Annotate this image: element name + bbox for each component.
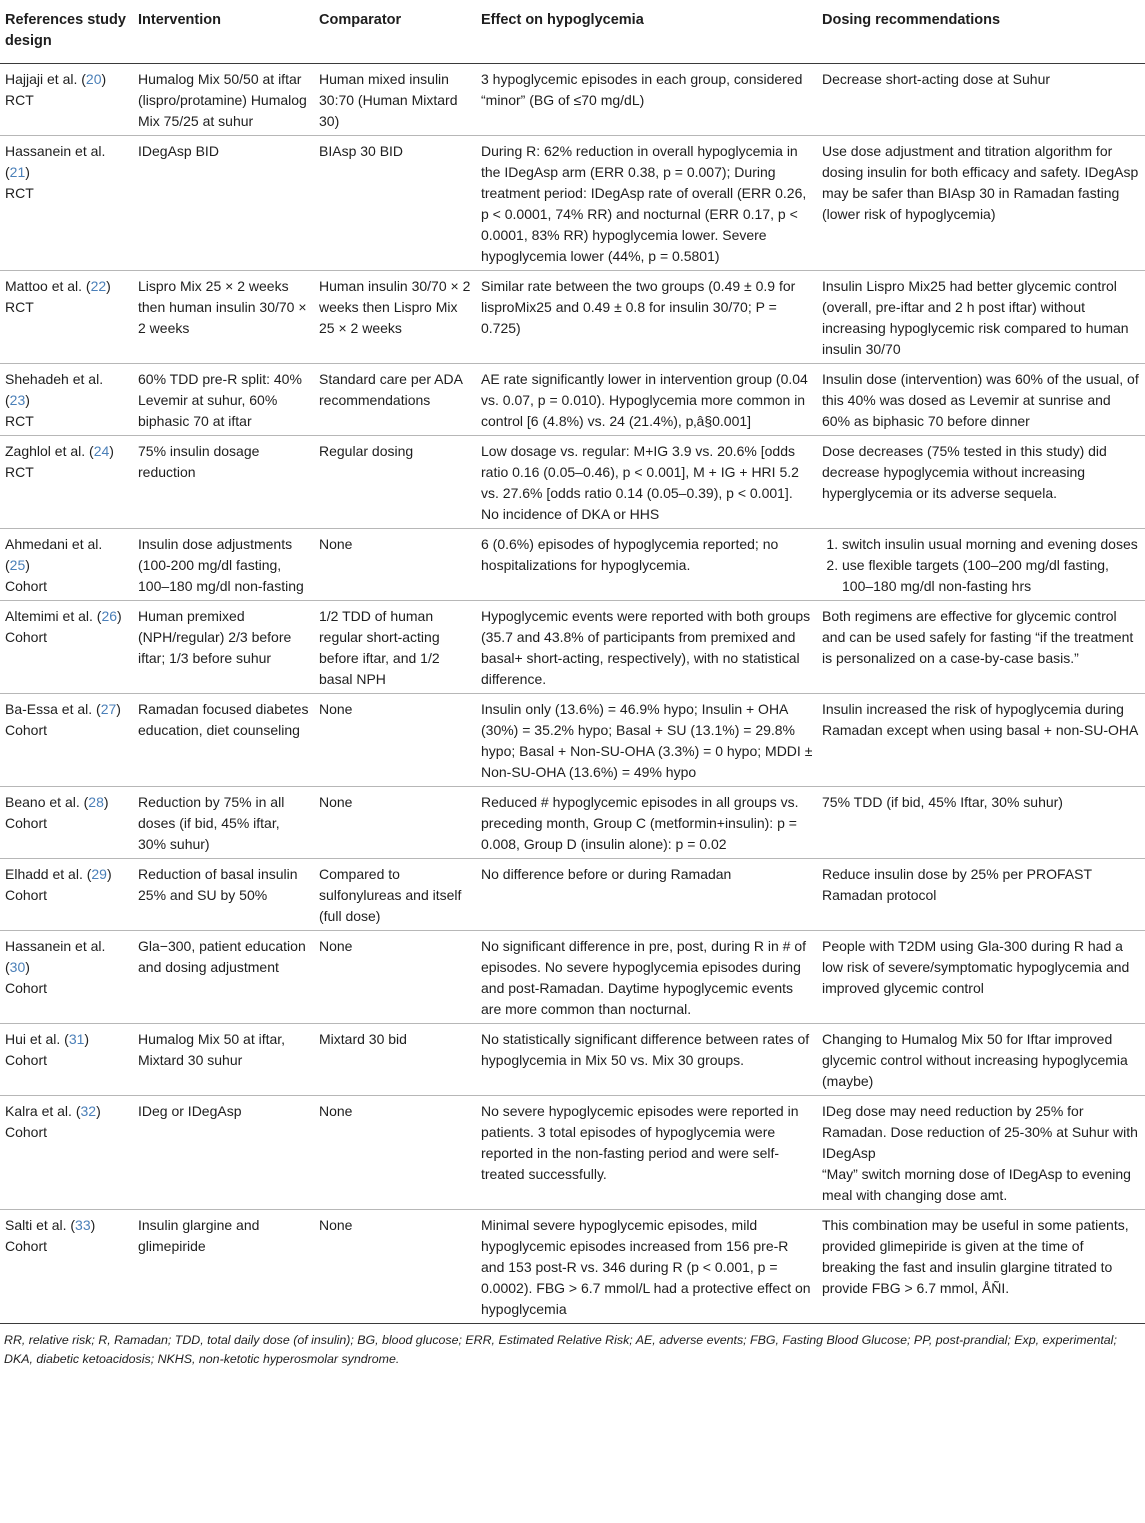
cell-reference: [0, 64, 133, 136]
cell-recommendation: [817, 64, 1145, 136]
author-text: Mattoo et al. (: [5, 278, 91, 294]
header-dosing: Dosing recommendations: [817, 0, 1145, 64]
citation-link[interactable]: 25: [9, 557, 26, 573]
cell-intervention: 75% insulin dosage reduction: [133, 436, 314, 529]
author-text: Hassanein et al. (: [5, 938, 106, 975]
cell-comparator: Human mixed insulin 30:70 (Human Mixtard 30): [314, 64, 476, 136]
cell-intervention: Human premixed (NPH/regular) 2/3 before iftar; 1/3 before suhur: [133, 601, 314, 694]
cell-effect: Similar rate between the two groups (0.49 ± 0.9 for lisproMix25 and 0.49 ± 0.8 for insulin 30/70; P = 0.725): [476, 271, 817, 364]
cell-intervention: 60% TDD pre-R split: 40% Levemir at suhur, 60% biphasic 70 at iftar: [133, 364, 314, 436]
header-effect: Effect on hypoglycemia: [476, 0, 817, 64]
reference-author: [5, 143, 105, 180]
study-design: RCT: [5, 464, 34, 480]
author-text: Beano et al. (: [5, 794, 89, 810]
author-text-end: ): [90, 1217, 96, 1233]
cell-intervention: IDegAsp BID: [133, 136, 314, 271]
reference-author: [5, 1217, 95, 1233]
citation-link[interactable]: 31: [68, 1031, 85, 1047]
cell-effect: No difference before or during Ramadan: [476, 859, 817, 931]
cell-recommendation: [817, 529, 1145, 601]
author-text: Altemimi et al. (: [5, 608, 102, 624]
cell-recommendation: [817, 271, 1145, 364]
table-row: [0, 859, 1145, 931]
recommendation-text: Insulin Lispro Mix25 had better glycemic control (overall, pre-iftar and 2 h post iftar) without increasing hypoglycemic risk compared to human insulin 30/70: [822, 278, 1129, 357]
citation-link[interactable]: 27: [100, 701, 117, 717]
reference-author: [5, 1103, 101, 1119]
recommendation-text: Use dose adjustment and titration algorithm for dosing insulin for both efficacy and safety. IDegAsp may be safer than BIAsp 30 in Ramadan fasting (lower risk of hypoglycemia): [822, 143, 1139, 222]
cell-intervention: Reduction by 75% in all doses (if bid, 45% iftar, 30% suhur): [133, 787, 314, 859]
study-design: Cohort: [5, 722, 48, 738]
recommendation-text: Reduce insulin dose by 25% per PROFAST Ramadan protocol: [822, 866, 1092, 903]
reference-author: [5, 938, 105, 975]
cell-comparator: Standard care per ADA recommendations: [314, 364, 476, 436]
cell-effect: Insulin only (13.6%) = 46.9% hypo; Insulin + OHA (30%) = 35.2% hypo; Basal + SU (13.1%) = 29.8% hypo; Basal + Non-SU-OHA (3.3%) = 0 hypo; MDDI ± Non-SU-OHA (13.6%) = 49% hypo: [476, 694, 817, 787]
citation-link[interactable]: 22: [90, 278, 107, 294]
author-text-end: ): [25, 164, 30, 180]
study-design: RCT: [5, 299, 34, 315]
recommendation-text: IDeg dose may need reduction by 25% for Ramadan. Dose reduction of 25-30% at Suhur with IDegAsp: [822, 1103, 1138, 1161]
header-row: [0, 0, 1145, 64]
study-design: Cohort: [5, 1052, 48, 1068]
citation-link[interactable]: 32: [80, 1103, 97, 1119]
cell-intervention: IDeg or IDegAsp: [133, 1096, 314, 1210]
cell-recommendation: [817, 787, 1145, 859]
author-text: Shehadeh et al. (: [5, 371, 104, 408]
citation-link[interactable]: 29: [91, 866, 107, 882]
author-text: Hassanein et al. (: [5, 143, 106, 180]
cell-intervention: Insulin dose adjustments (100-200 mg/dl fasting, 100–180 mg/dl non-fasting: [133, 529, 314, 601]
study-design: RCT: [5, 185, 34, 201]
author-text: Zaghlol et al. (: [5, 443, 94, 459]
reference-author: [5, 278, 111, 294]
table-row: [0, 694, 1145, 787]
cell-comparator: None: [314, 1210, 476, 1324]
recommendation-text: Insulin dose (intervention) was 60% of the usual, of this 40% was dosed as Levemir at sunrise and 60% as biphasic 70 before dinner: [822, 371, 1139, 429]
recommendation-text: Decrease short-acting dose at Suhur: [822, 71, 1051, 87]
citation-link[interactable]: 24: [93, 443, 110, 459]
cell-reference: [0, 787, 133, 859]
cell-effect: 6 (0.6%) episodes of hypoglycemia reported; no hospitalizations for hypoglycemia.: [476, 529, 817, 601]
table-row: [0, 436, 1145, 529]
recommendation-text-2: “May” switch morning dose of IDegAsp to evening meal with changing dose amt.: [822, 1166, 1131, 1203]
author-text-end: ): [103, 794, 109, 810]
cell-recommendation: [817, 931, 1145, 1024]
author-text: Hui et al. (: [5, 1031, 69, 1047]
author-text: Ba-Essa et al. (: [5, 701, 101, 717]
cell-intervention: Insulin glargine and glimepiride: [133, 1210, 314, 1324]
cell-reference: [0, 436, 133, 529]
study-design: Cohort: [5, 815, 48, 831]
author-text-end: ): [106, 278, 111, 294]
cell-comparator: None: [314, 787, 476, 859]
table-row: [0, 1096, 1145, 1210]
recommendation-text: 75% TDD (if bid, 45% Iftar, 30% suhur): [822, 794, 1063, 810]
study-design: RCT: [5, 413, 34, 429]
table-row: [0, 64, 1145, 136]
cell-reference: [0, 136, 133, 271]
author-text-end: ): [101, 71, 107, 87]
citation-link[interactable]: 23: [9, 392, 26, 408]
cell-comparator: BIAsp 30 BID: [314, 136, 476, 271]
recommendation-text: Changing to Humalog Mix 50 for Iftar improved glycemic control without increasing hypoglycemia (maybe): [822, 1031, 1128, 1089]
citation-link[interactable]: 30: [9, 959, 26, 975]
study-design: Cohort: [5, 1124, 48, 1140]
cell-reference: [0, 1024, 133, 1096]
recommendation-item: 1. switch insulin usual morning and evening doses: [842, 534, 1141, 555]
cell-recommendation: [817, 1096, 1145, 1210]
author-text-end: ): [109, 443, 114, 459]
cell-reference: [0, 1096, 133, 1210]
study-design: Cohort: [5, 578, 48, 594]
cell-intervention: Humalog Mix 50 at iftar, Mixtard 30 suhur: [133, 1024, 314, 1096]
author-text-end: ): [106, 866, 112, 882]
cell-recommendation: [817, 436, 1145, 529]
cell-effect: No severe hypoglycemic episodes were reported in patients. 3 total episodes of hypoglycemia were reported in the non-fasting period and were self-treated successfully.: [476, 1096, 817, 1210]
cell-reference: [0, 931, 133, 1024]
reference-author: [5, 443, 114, 459]
cell-effect: No statistically significant difference between rates of hypoglycemia in Mix 50 vs. Mix 30 groups.: [476, 1024, 817, 1096]
recommendation-text: People with T2DM using Gla-300 during R had a low risk of severe/symptomatic hypoglycemia and improved glycemic control: [822, 938, 1130, 996]
cell-recommendation: [817, 136, 1145, 271]
cell-effect: 3 hypoglycemic episodes in each group, considered “minor” (BG of ≤70 mg/dL): [476, 64, 817, 136]
cell-effect: Hypoglycemic events were reported with both groups (35.7 and 43.8% of participants from premixed and basal+ short-acting, respectively), with no statistical difference.: [476, 601, 817, 694]
table-row: [0, 529, 1145, 601]
cell-reference: [0, 271, 133, 364]
reference-author: [5, 371, 103, 408]
author-text: Hajjaji et al. (: [5, 71, 86, 87]
author-text-end: ): [117, 608, 122, 624]
reference-author: [5, 794, 109, 810]
cell-reference: [0, 529, 133, 601]
cell-recommendation: [817, 601, 1145, 694]
cell-intervention: Humalog Mix 50/50 at iftar (lispro/protamine) Humalog Mix 75/25 at suhur: [133, 64, 314, 136]
table-row: [0, 931, 1145, 1024]
cell-recommendation: [817, 1210, 1145, 1324]
recommendation-text: This combination may be useful in some patients, provided glimepiride is given at the time of breaking the fast and insulin glargine titrated to provide FBG > 6.7 mmol, ÅÑI.: [822, 1217, 1129, 1296]
recommendation-list: [822, 534, 1141, 597]
citation-link[interactable]: 26: [101, 608, 118, 624]
recommendation-text: Insulin increased the risk of hypoglycemia during Ramadan except when using basal + non-SU-OHA: [822, 701, 1139, 738]
reference-author: [5, 866, 112, 882]
cell-comparator: Regular dosing: [314, 436, 476, 529]
cell-reference: [0, 601, 133, 694]
cell-intervention: Lispro Mix 25 × 2 weeks then human insulin 30/70 × 2 weeks: [133, 271, 314, 364]
header-intervention: Intervention: [133, 0, 314, 64]
author-text: Kalra et al. (: [5, 1103, 81, 1119]
cell-intervention: Ramadan focused diabetes education, diet counseling: [133, 694, 314, 787]
cell-recommendation: [817, 859, 1145, 931]
cell-effect: During R: 62% reduction in overall hypoglycemia in the IDegAsp arm (ERR 0.38, p = 0.007); During treatment period: IDegAsp rate of overall (ERR 0.26, p < 0.0001, 74% RR) and nocturnal (ERR 0.17, p < 0.0001, 83% RR) hypoglycemia lower. Severe hypoglycemia lower (44%, p = 0.5801): [476, 136, 817, 271]
cell-comparator: 1/2 TDD of human regular short-acting before iftar, and 1/2 basal NPH: [314, 601, 476, 694]
author-text-end: ): [25, 959, 30, 975]
author-text: Elhadd et al. (: [5, 866, 92, 882]
recommendation-text: Dose decreases (75% tested in this study) did decrease hypoglycemia without increasing hyperglycemia or its adverse sequela.: [822, 443, 1107, 501]
reference-author: [5, 701, 121, 717]
cell-reference: [0, 694, 133, 787]
table-row: [0, 1210, 1145, 1324]
cell-intervention: Gla−300, patient education and dosing adjustment: [133, 931, 314, 1024]
reference-author: [5, 1031, 89, 1047]
cell-reference: [0, 859, 133, 931]
author-text: Ahmedani et al. (: [5, 536, 103, 573]
cell-effect: AE rate significantly lower in intervention group (0.04 vs. 0.07, p = 0.010). Hypoglycemia more common in control [6 (4.8%) vs. 24 (21.4%), p‚â§0.001]: [476, 364, 817, 436]
table-row: [0, 1024, 1145, 1096]
study-design: Cohort: [5, 887, 48, 903]
table-row: [0, 271, 1145, 364]
study-design: Cohort: [5, 980, 48, 996]
cell-recommendation: [817, 1024, 1145, 1096]
table-row: [0, 601, 1145, 694]
recommendation-text: Both regimens are effective for glycemic control and can be used safely for fasting “if the treatment is personalized on a case-by-case basis.”: [822, 608, 1134, 666]
cell-recommendation: [817, 364, 1145, 436]
study-design: Cohort: [5, 629, 48, 645]
study-design: RCT: [5, 92, 34, 108]
cell-comparator: Human insulin 30/70 × 2 weeks then Lispro Mix 25 × 2 weeks: [314, 271, 476, 364]
cell-comparator: None: [314, 694, 476, 787]
cell-comparator: None: [314, 1096, 476, 1210]
cell-intervention: Reduction of basal insulin 25% and SU by 50%: [133, 859, 314, 931]
author-text-end: ): [116, 701, 121, 717]
table-row: [0, 136, 1145, 271]
study-design: Cohort: [5, 1238, 48, 1254]
cell-comparator: Mixtard 30 bid: [314, 1024, 476, 1096]
cell-effect: No significant difference in pre, post, during R in # of episodes. No severe hypoglycemia episodes during and post-Ramadan. Daytime hypoglycemic events are more common than nocturnal.: [476, 931, 817, 1024]
cell-reference: [0, 364, 133, 436]
cell-effect: Reduced # hypoglycemic episodes in all groups vs. preceding month, Group C (metformin+insulin): p = 0.008, Group D (insulin alone): p = 0.02: [476, 787, 817, 859]
table-footnote: RR, relative risk; R, Ramadan; TDD, total daily dose (of insulin); BG, blood glucose; ERR, Estimated Relative Risk; AE, adverse events; FBG, Fasting Blood Glucose; PP, post-prandial; Exp, experimental; DKA, diabetic ketoacidosis; NKHS, non-ketotic hyperosmolar syndrome.: [4, 1333, 1117, 1366]
author-text-end: ): [84, 1031, 90, 1047]
recommendation-item: 2. use flexible targets (100–200 mg/dl fasting, 100–180 mg/dl non-fasting hrs: [842, 555, 1141, 597]
cell-comparator: None: [314, 931, 476, 1024]
header-references: References study design: [0, 0, 133, 64]
header-comparator: Comparator: [314, 0, 476, 64]
table-row: [0, 364, 1145, 436]
cell-comparator: Compared to sulfonylureas and itself (full dose): [314, 859, 476, 931]
reference-author: [5, 608, 122, 624]
table-row: [0, 787, 1145, 859]
reference-author: [5, 536, 102, 573]
cell-reference: [0, 1210, 133, 1324]
author-text: Salti et al. (: [5, 1217, 76, 1233]
citation-link[interactable]: 28: [88, 794, 104, 810]
cell-recommendation: [817, 694, 1145, 787]
author-text-end: ): [96, 1103, 101, 1119]
author-text-end: ): [25, 392, 30, 408]
citation-link[interactable]: 21: [9, 164, 26, 180]
table-body: [0, 64, 1145, 1324]
author-text-end: ): [25, 557, 30, 573]
cell-effect: Low dosage vs. regular: M+IG 3.9 vs. 20.6% [odds ratio 0.16 (0.05–0.46), p < 0.001], M + IG + HRI 5.2 vs. 27.6% [odds ratio 0.14 (0.05–0.39), p < 0.001]. No incidence of DKA or HHS: [476, 436, 817, 529]
reference-author: [5, 71, 106, 87]
cell-effect: Minimal severe hypoglycemic episodes, mild hypoglycemic episodes increased from 156 pre-R and 153 post-R vs. 346 during R (p < 0.001, p = 0.0002). FBG > 6.7 mmol/L had a protective effect on hypoglycemia: [476, 1210, 817, 1324]
citation-link[interactable]: 20: [85, 71, 102, 87]
cell-comparator: None: [314, 529, 476, 601]
citation-link[interactable]: 33: [75, 1217, 91, 1233]
